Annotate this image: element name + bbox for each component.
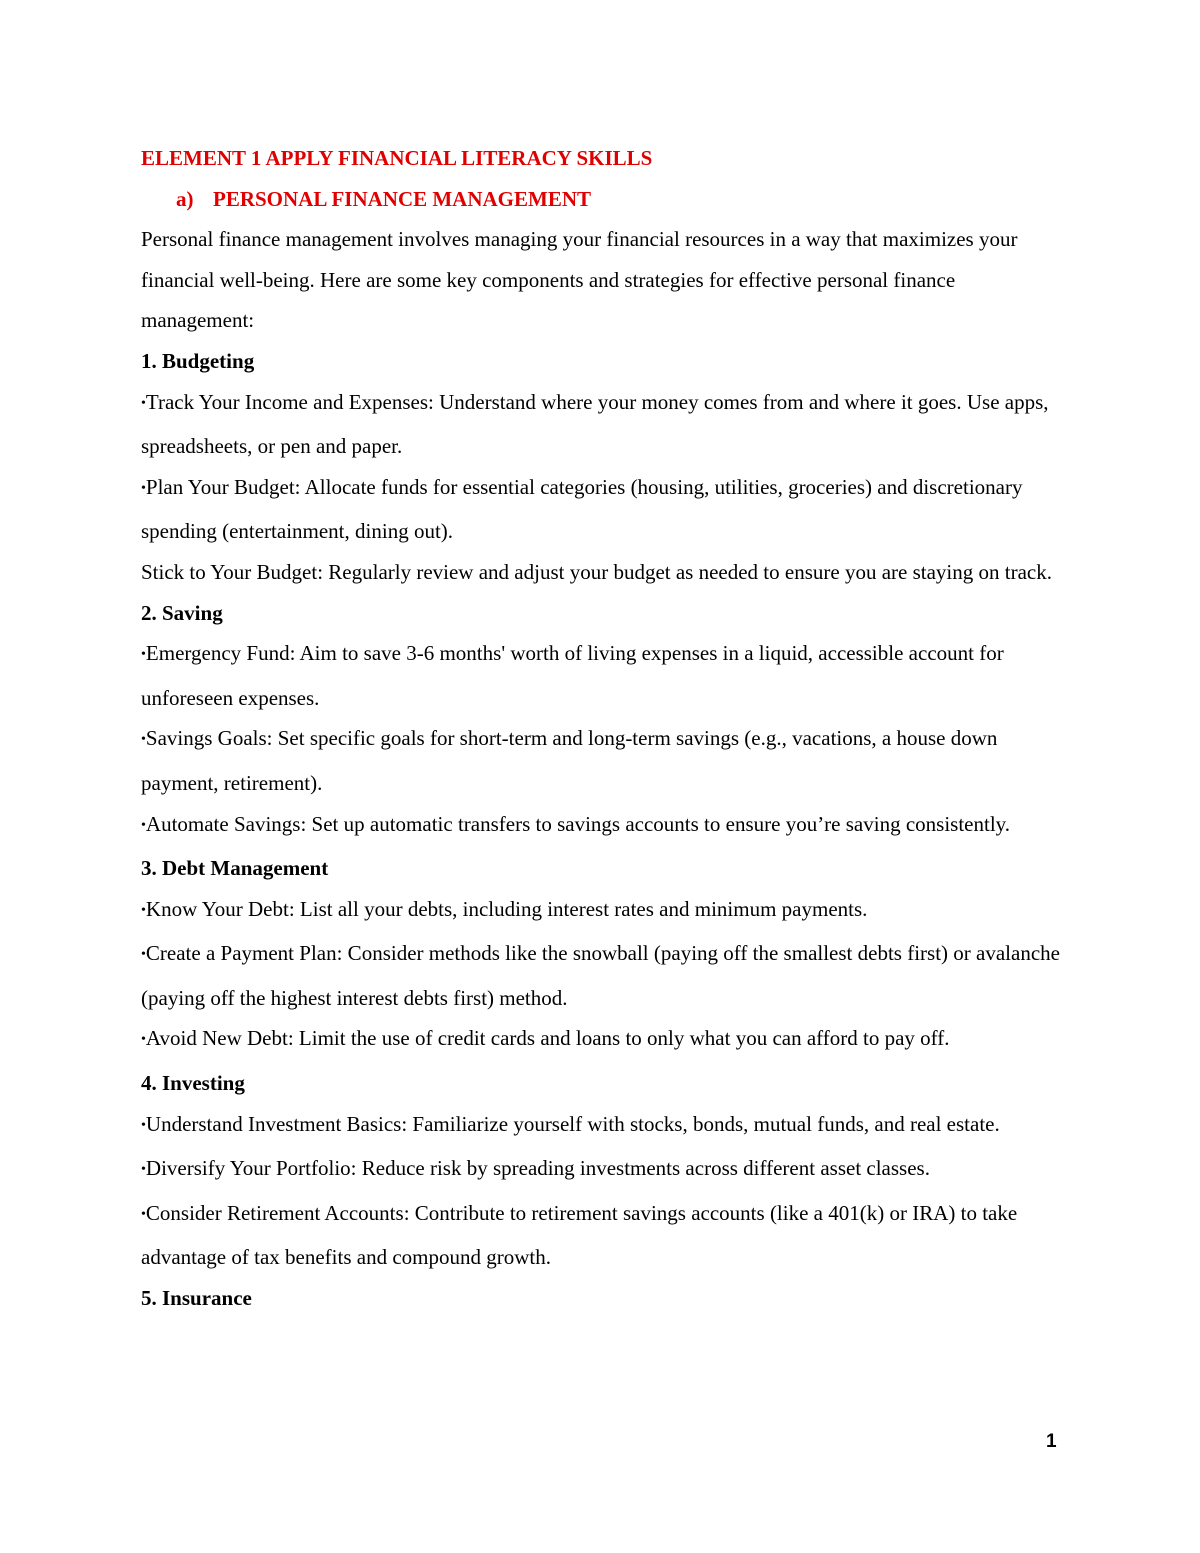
bullet-item [141, 718, 1066, 803]
bullet-icon: • [141, 1032, 146, 1048]
sections-container [141, 341, 1066, 1319]
item-text: Create a Payment Plan: Consider methods like the snowball (paying off the smallest debts first) or avalanche (paying off the highest interest debts first) method. [141, 941, 1060, 1010]
document-body [141, 138, 1066, 1319]
item-text: Emergency Fund: Aim to save 3-6 months' worth of living expenses in a liquid, accessible account for unforeseen expenses. [141, 641, 1004, 710]
bullet-icon: • [141, 647, 146, 663]
item-text: Avoid New Debt: Limit the use of credit cards and loans to only what you can afford to pay off. [145, 1026, 950, 1051]
intro-paragraph: Personal finance management involves managing your financial resources in a way that maximizes your financial well-being. Here are some key components and strategies for effective personal finance management: [141, 227, 1018, 333]
section-heading: 3. Debt Management [141, 856, 329, 881]
bullet-item [141, 1018, 1066, 1063]
item-text: Savings Goals: Set specific goals for short-term and long-term savings (e.g., vacations, a house down payment, retirement). [141, 726, 998, 795]
item-text: Understand Investment Basics: Familiarize yourself with stocks, bonds, mutual funds, and real estate. [145, 1111, 1000, 1136]
bullet-item [141, 467, 1066, 552]
bullet-item [141, 633, 1066, 718]
bullet-item [141, 1193, 1066, 1278]
section-heading: 5. Insurance [141, 1286, 252, 1311]
subtitle-text: PERSONAL FINANCE MANAGEMENT [213, 186, 592, 211]
bullet-icon: • [141, 1206, 146, 1222]
section-heading: 2. Saving [141, 600, 223, 625]
bullet-icon: • [141, 947, 146, 963]
item-text: Track Your Income and Expenses: Understand where your money comes from and where it goes. Use apps, spreadsheets, or pen and paper. [141, 389, 1049, 459]
bullet-item [141, 889, 1066, 934]
section-heading: 1. Budgeting [141, 348, 255, 373]
item-text: Know Your Debt: List all your debts, including interest rates and minimum payments. [145, 896, 868, 921]
bullet-item [141, 382, 1066, 467]
bullet-icon: • [141, 732, 146, 748]
section-heading: 4. Investing [141, 1071, 245, 1096]
bullet-icon: • [141, 1117, 146, 1133]
bullet-item [141, 1104, 1066, 1149]
bullet-icon: • [141, 395, 146, 411]
item-text: Plan Your Budget: Allocate funds for essential categories (housing, utilities, groceries) and discretionary spending (entertainment, dining out). [141, 474, 1023, 544]
page-number: 1 [1046, 1431, 1057, 1452]
item-text: Consider Retirement Accounts: Contribute to retirement savings accounts (like a 401(k) or IRA) to take advantage of tax benefits and compound growth. [141, 1200, 1018, 1270]
bullet-item [141, 804, 1066, 849]
bullet-icon: • [141, 817, 146, 833]
item-text: Stick to Your Budget: Regularly review and adjust your budget as needed to ensure you are staying on track. [141, 559, 1052, 584]
paragraph-item [141, 552, 1066, 593]
subtitle-marker: a) [176, 186, 194, 211]
bullet-item [141, 933, 1066, 1018]
section-subtitle [141, 179, 1066, 220]
bullet-icon: • [141, 902, 146, 918]
bullet-icon: • [141, 1162, 146, 1178]
bullet-icon: • [141, 480, 146, 496]
bullet-item [141, 1148, 1066, 1193]
document-title: ELEMENT 1 APPLY FINANCIAL LITERACY SKILLS [141, 146, 653, 170]
item-text: Diversify Your Portfolio: Reduce risk by spreading investments across different asset classes. [145, 1156, 930, 1181]
item-text: Automate Savings: Set up automatic transfers to savings accounts to ensure you’re saving consistently. [145, 811, 1011, 836]
